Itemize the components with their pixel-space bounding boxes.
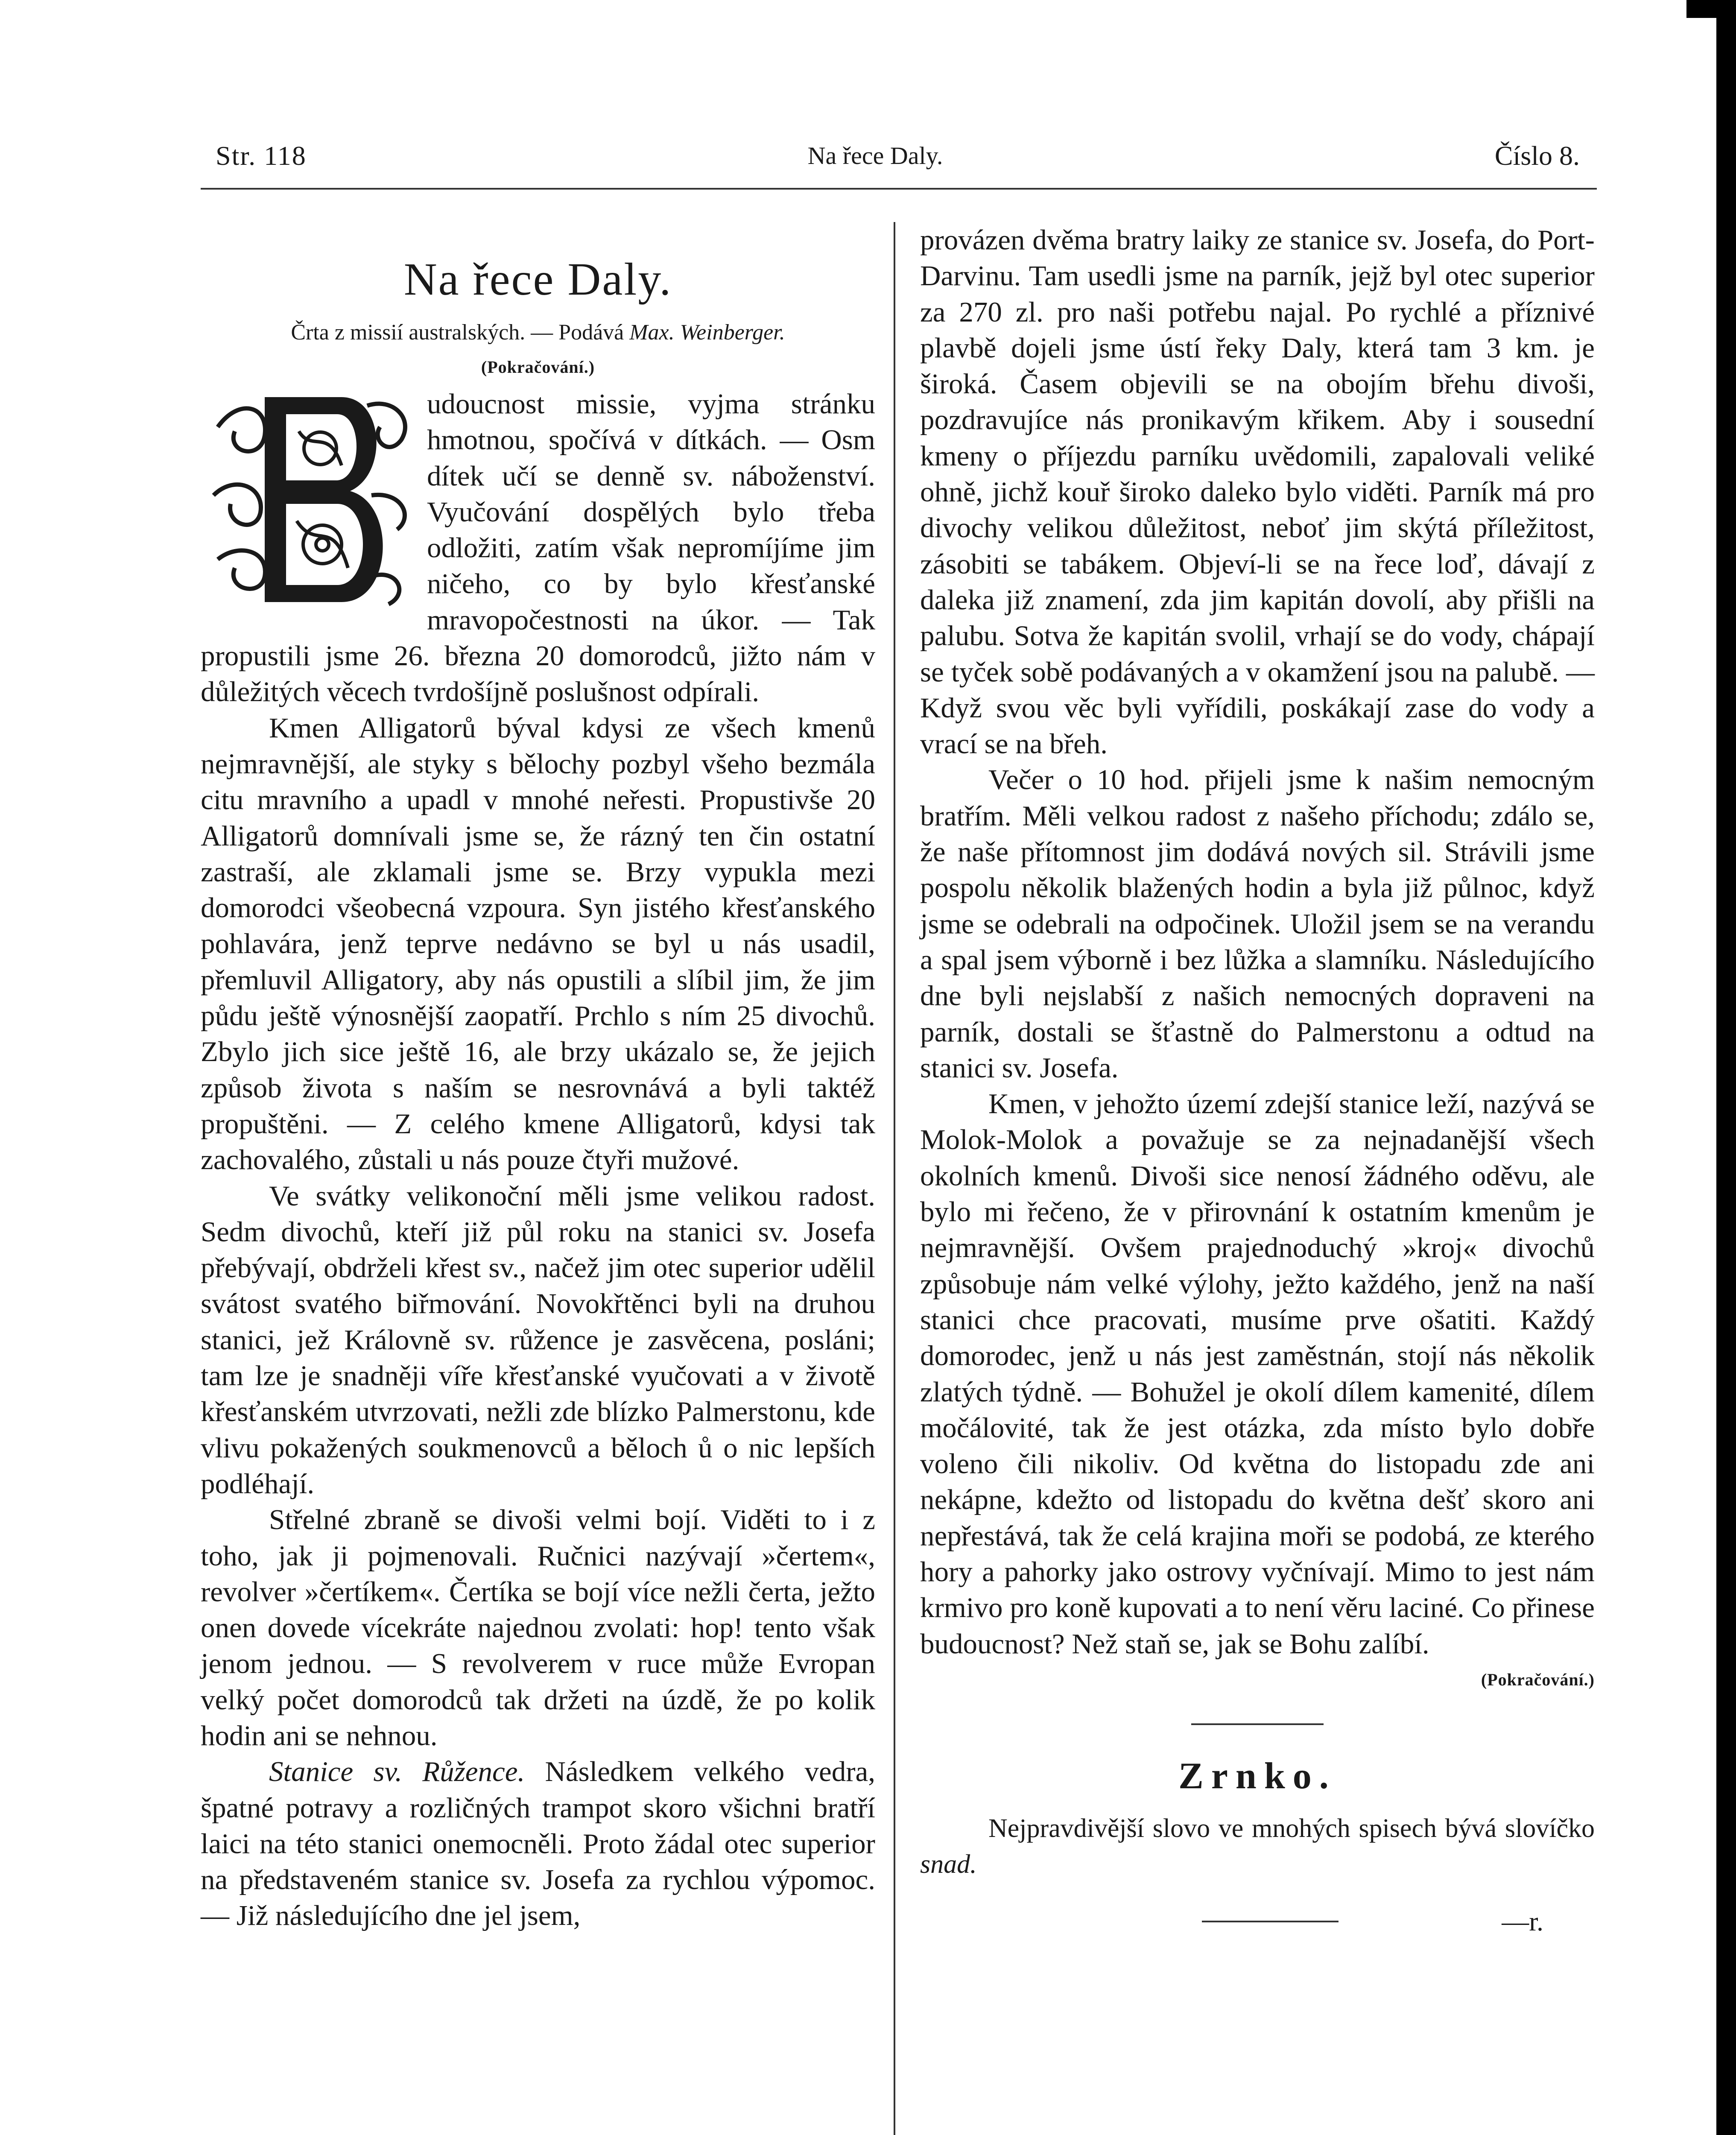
zrnko-text-main: Nejpravdivější slovo ve mnohých spisech bývá slovíčko (988, 1814, 1595, 1843)
signature-rule (1202, 1921, 1339, 1922)
article-subtitle (201, 318, 875, 348)
right-paragraph-3-text: Kmen, v jehožto území zdejší stanice leží, nazývá se Molok-Molok a považuje se za nejnadanější všech okolních kmenů. Divoši sice nenosí žádného oděvu, ale bylo mi řečeno, že v přirovnání k ostatním kmenům je nejmravnější. Ovšem prajednoduchý »kroj« divochů způsobuje nám velké výlohy, ježto každého, jenž na naší stanici chce pracovati, musíme prve ošatiti. Každý domorodec, jenž u nás jest zaměstnán, stojí nás několik zlatých týdně. — Bohužel je okolí dílem kamenité, dílem močálovité, tak že jest otázka, zda místo bylo dobře voleno čili nikoliv. Od května do listopadu zde ani nekápne, kdežto od listopadu do května dešť skoro ani nepřestává, tak že celá krajina moři se podobá, ze kterého hory a pahorky jako ostrovy vyčnívají. Mimo to jest nám krmivo pro koně kupovati a to není věru laciné. Co přinese budoucnost? Než staň se, jak se Bohu zalíbí. (920, 1088, 1595, 1660)
header-rule (201, 188, 1597, 190)
scan-border-right (1716, 0, 1736, 2135)
column-divider (894, 222, 895, 2135)
right-paragraph-2: Večer o 10 hod. přijeli jsme k našim nemocným bratřím. Měli velkou radost z našeho příchodu; zdálo se, že naše přítomnost jim dodává nových sil. Strávili jsme pospolu několik blažených hodin a byla již půlnoc, když jsme se odebrali na odpočinek. Uložil jsem se na verandu a spal jsem výborně i bez lůžka a slamníku. Následujícího dne byli nejslabší z našich nemocných dopraveni na parník, dostali se šťastně do Palmerstonu a odtud na stanici sv. Josefa. (920, 764, 1595, 1084)
signature-row (920, 1899, 1595, 1938)
article-title: Na řece Daly. (403, 254, 672, 305)
left-paragraph-1: udoucnost missie, vyjma stránku hmotnou, spočívá v dítkách. — Osm dítek učí se denně sv. náboženství. Vyučování dospělých bylo třeba odložiti, zatím však nepromíjíme jim ničeho, co by bylo křesťanské mravopočestnosti na úkor. — Tak propustili jsme 26. března 20 domorodců, jižto nám v důležitých věcech tvrdošíjně poslušnost odpírali. (201, 388, 875, 708)
left-column (201, 222, 875, 1934)
left-paragraph-5 (201, 1754, 875, 1933)
right-paragraph-1: provázen dvěma bratry laiky ze stanice sv. Josefa, do Port-Darvinu. Tam usedli jsme na parník, jejž byl otec superior za 270 zl. pro naši potřebu najal. Po rychlé a příznivé plavbě dojeli jsme ústí řeky Daly, která tam 3 km. je široká. Časem objevili se na obojím břehu divoši, pozdravujíce nás pronikavým křikem. Aby i sousední kmeny o příjezdu parníku uvědomili, zapalovali veliké ohně, jichž kouř široko daleko bylo viděti. Parník má pro divochy velikou důležitost, neboť jim skýtá příležitost, zásobiti se tabákem. Objeví-li se na řece loď, dávají z daleka již znamení, zda jim kapitán dovolí, aby přišli na palubu. Sotva že kapitán svolil, vrhají se do vody, chápají se tyček sobě podávaných a v okamžení jsou na palubě. — Když svou věc byli vyřídili, poskákají zase do vody a vrací se na břeh. (920, 224, 1595, 760)
subtitle-prefix: Črta z missií australských. — Podává (291, 320, 624, 345)
signature: —r. (1502, 1906, 1543, 1937)
drop-cap-text: B (304, 582, 316, 602)
right-paragraph-3 (920, 1086, 1595, 1689)
drop-cap-b-ornament (201, 389, 418, 611)
running-title: Na řece Daly. (807, 142, 943, 170)
page-number: Str. 118 (216, 140, 307, 171)
zrnko-title: Zrnko. (1178, 1755, 1336, 1797)
section-heading-italic: Stanice sv. Růžence. (269, 1756, 525, 1788)
scan-border-top (1686, 0, 1736, 18)
left-paragraph-2: Kmen Alligatorů býval kdysi ze všech kmenů nejmravnější, ale styky s bělochy pozbyl všeho bezmála citu mravního a upadl v mnohé neřesti. Propustivše 20 Alligatorů domnívali jsme se, že rázný ten čin ostatní zastraší, ale zklamali jsme se. Brzy vypukla mezi domorodci všeobecná vzpoura. Syn jistého křesťanského pohlavára, jenž teprve nedávno se byl u nás usadil, přemluvil Alligatory, aby nás opustili a slíbil jim, že jim půdu ještě výnosnější zaopatří. Prchlo s ním 25 divochů. Zbylo jich sice ještě 16, ale brzy ukázalo se, že jejich způsob života s naším se nesrovnává a byli taktéž propuštěni. — Z celého kmene Alligatorů, kdysi tak zachovalého, zůstali u nás pouze čtyři mužové. (201, 712, 875, 1176)
issue-number: Číslo 8. (1494, 140, 1580, 171)
left-paragraph-3: Ve svátky velikonoční měli jsme velikou radost. Sedm divochů, kteří již půl roku na stanici sv. Josefa přebývají, obdrželi křest sv., načež jim otec superior udělil svátost svatého biřmování. Novokřtěnci byli na druhou stanici, jež Královně sv. růžence je zasvěcena, posláni; tam lze je snadněji víře křesťanské vyučovati a v životě křesťanském utvrzovati, nežli zde blízko Palmerstonu, kde vlivu pokažených soukmenovců a běloch ů o nic lepších podléhají. (201, 1180, 875, 1500)
continuation-note: (Pokračování.) (481, 357, 595, 377)
left-paragraph-5-text: Následkem velkého vedra, špatné potravy a rozličných trampot skoro všichni bratří laici na této stanici onemocněli. Proto žádal otec superior na představeném stanice sv. Josefa za rychlou výpomoc. — Již následujícího dne jel jsem, (201, 1756, 876, 1932)
zrnko-text (920, 1810, 1595, 1882)
right-column (920, 222, 1595, 1938)
author-name: Max. Weinberger. (629, 320, 785, 345)
end-continuation-note: (Pokračování.) (1481, 1670, 1595, 1689)
opening-paragraph (201, 386, 875, 710)
section-separator (1191, 1723, 1324, 1725)
zrnko-text-italic: snad. (920, 1850, 977, 1879)
left-paragraph-4: Střelné zbraně se divoši velmi bojí. Viděti to i z toho, jak ji pojmenovali. Ručnici nazývají »čertem«, revolver »čertíkem«. Čertíka se bojí více nežli čerta, ježto onen dovede vícekráte najednou zvolati: hop! tento však jenom jednou. — S revolverem v ruce může Evropan velký počet domorodců tak držeti na úzdě, že po kolik hodin ani se nehnou. (201, 1504, 875, 1752)
